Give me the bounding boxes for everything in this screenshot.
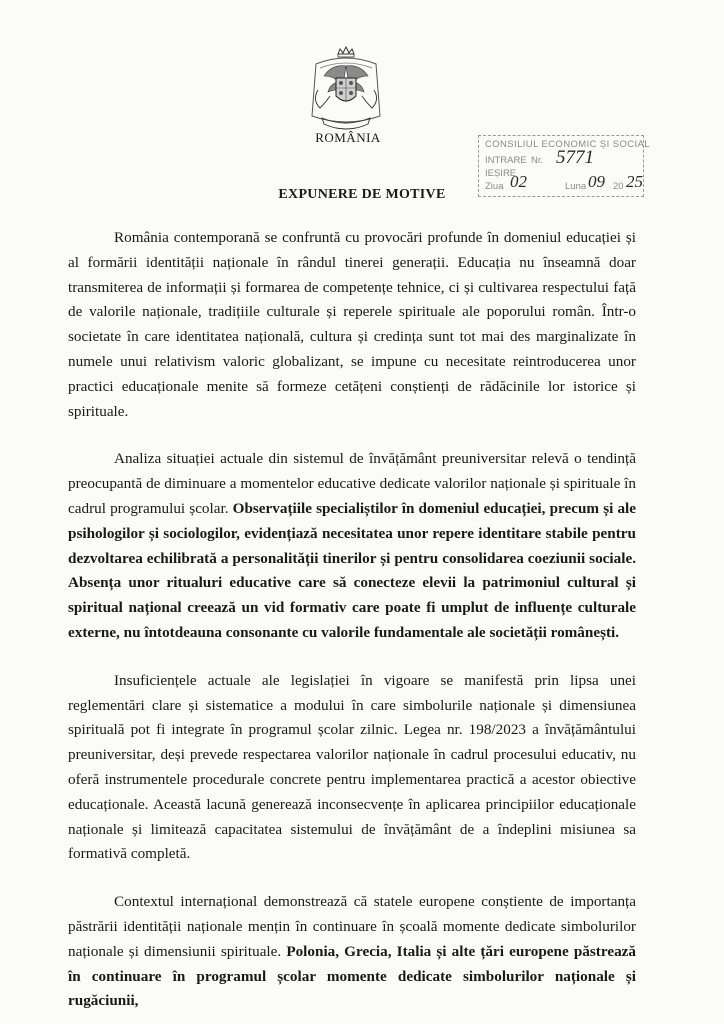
document-title: EXPUNERE DE MOTIVE [278, 187, 446, 202]
stamp-ziua-label: Ziua [485, 181, 504, 192]
paragraph-3 [68, 669, 636, 867]
paragraph-3-text: Insuficiențele actuale ale legislației în vigoare se manifestă prin lipsa unei reglementări clare și sistematice a modului în care simbolurile naționale și dimensiunea spirituală pot fi integrate în programul școlar zilnic. Legea nr. 198/2023 a învățământului preuniversitar, deși prevede respectarea valorilor naționale în cadrul procesului educativ, nu oferă instrumentele procedurale concrete pentru implementarea practică a acestor obiective educaționale. Această lacună generează inconsecvențe în aplicarea principiilor educaționale naționale și limitează capacitatea sistemului de învățământ de a îndeplini misiunea sa formativă completă. [68, 671, 636, 863]
stamp-institution: CONSILIUL ECONOMIC ȘI SOCIAL [485, 139, 650, 150]
stamp-year-prefix: 20 [613, 181, 624, 192]
stamp-iesire-label: IEȘIRE [485, 168, 517, 179]
country-name: ROMÂNIA [315, 130, 381, 145]
stamp-month-handwritten: 09 [588, 172, 605, 191]
paragraph-2-emphasis: Observațiile specialiștilor în domeniul educației, precum și ale psihologilor și sociologilor, evidențiază necesitatea unor repere identitare stabile pentru dezvoltarea echilibrată a personalității tinerilor și pentru consolidarea coeziunii sociale. Absența unor ritualuri educative care să conecteze elevii la patrimoniul cultural și spiritual național creează un vid formativ care poate fi umplut de influențe culturale externe, nu întotdeauna consonante cu valorile fundamentale ale societății românești. [68, 499, 637, 641]
romania-coat-of-arms-icon [304, 46, 388, 134]
stamp-number-handwritten: 5771 [556, 147, 594, 168]
stamp-luna-label: Luna [565, 181, 587, 192]
paragraph-4-text: Contextul internațional demonstrează că statele europene conștiente de importanța păstrării identității naționale mențin în continuare în școală momente dedicate simbolurilor naționale și dimensiunii spirituale. [68, 893, 636, 960]
stamp-year-handwritten: 25 [626, 172, 643, 191]
paragraph-4 [68, 890, 636, 1014]
stamp-intrare-label: INTRARE [485, 155, 527, 166]
stamp-day-handwritten: 02 [510, 172, 527, 191]
document-body [68, 226, 636, 1024]
paragraph-2 [68, 447, 636, 645]
paragraph-1 [68, 226, 636, 424]
paragraph-2-text: Analiza situației actuale din sistemul de învățământ preuniversitar relevă o tendință preocupantă de diminuare a momentelor educative dedicate valorilor naționale și spirituale în cadrul programului școlar. [68, 450, 636, 517]
paragraph-4-emphasis: Polonia, Grecia, Italia și alte țări europene păstrează în continuare în programul școlar momente dedicate simbolurilor naționale și rugăciunii, [68, 942, 636, 1010]
stamp-nr-label: Nr. [531, 155, 544, 166]
paragraph-1-text: România contemporană se confruntă cu provocări profunde în domeniul educației și al formării identității naționale în rândul tinerei generații. Educația nu înseamnă doar transmiterea de informații și formarea de competențe tehnice, ci și cultivarea respectului față de valorile naționale, tradițiile culturale și reperele spirituale ale poporului român. Într-o societate în care identitatea națională, cultura și credința sunt tot mai des marginalizate în numele unui relativism valoric globalizant, se impune cu necesitate reintroducerea unor practici educaționale menite să formeze cetățeni conștienți de rădăcinile lor istorice și spirituale. [68, 229, 636, 420]
